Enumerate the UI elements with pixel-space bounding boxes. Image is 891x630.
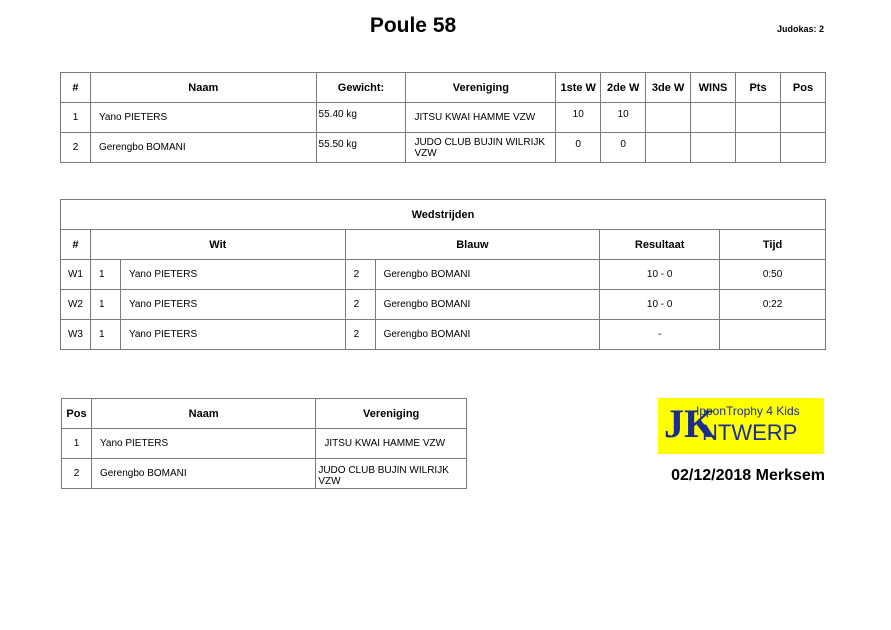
cell: Gerengbo BOMANI [375,290,600,320]
cell: Yano PIETERS [120,260,345,290]
col-header: Tijd [720,230,826,260]
matches-title: Wedstrijden [61,200,826,230]
cell [646,103,691,133]
cell: 0:22 [720,290,826,320]
table-row [62,459,467,489]
matches-header-row [61,230,826,260]
cell [691,133,736,163]
table-row [61,290,826,320]
cell: JUDO CLUB BUJIN WILRIJK VZW [316,459,467,489]
col-header: 3de W [646,73,691,103]
cell: 1 [90,260,120,290]
cell: W1 [61,260,91,290]
col-header: Naam [91,399,315,429]
col-header: Vereniging [316,399,467,429]
cell: 2 [345,260,375,290]
cell: Gerengbo BOMANI [90,133,316,163]
ranking-table [61,398,467,489]
cell: JUDO CLUB BUJIN WILRIJK VZW [406,133,556,163]
cell: 0:50 [720,260,826,290]
participants-table [60,72,826,163]
cell: - [600,320,720,350]
cell [736,133,781,163]
cell: 10 - 0 [600,260,720,290]
cell: Gerengbo BOMANI [375,260,600,290]
cell: Yano PIETERS [91,429,315,459]
col-header: WINS [691,73,736,103]
cell: 2 [61,133,91,163]
cell: Yano PIETERS [120,320,345,350]
cell: 2 [345,320,375,350]
table-row [61,260,826,290]
page-title: Poule 58 [369,14,457,37]
cell: JITSU KWAI HAMME VZW [316,429,467,459]
col-header: Blauw [345,230,600,260]
ranking-header-row [62,399,467,429]
cell: Yano PIETERS [90,103,316,133]
col-header: Pos [62,399,92,429]
logo-line1: IpponTrophy 4 Kids [696,404,800,418]
logo-line2: NTWERP [702,420,798,445]
cell: 2 [62,459,92,489]
cell: 10 - 0 [600,290,720,320]
table-row [61,320,826,350]
col-header: Wit [90,230,345,260]
cell: 1 [61,103,91,133]
col-header: 2de W [601,73,646,103]
cell: 1 [62,429,92,459]
cell [691,103,736,133]
cell [736,103,781,133]
cell: 55.40 kg [316,103,406,133]
table-row [62,429,467,459]
col-header: # [61,230,91,260]
cell: 10 [556,103,601,133]
col-header: # [61,73,91,103]
cell [780,133,825,163]
cell: 2 [345,290,375,320]
judokas-count: Judokas: 2 [776,24,824,34]
table-row [61,103,826,133]
col-header: Resultaat [600,230,720,260]
cell [780,103,825,133]
table-row [61,133,826,163]
matches-title-row [61,200,826,230]
cell: 55.50 kg [316,133,406,163]
cell: Gerengbo BOMANI [375,320,600,350]
cell: Yano PIETERS [120,290,345,320]
cell: 0 [556,133,601,163]
cell [720,320,826,350]
cell [646,133,691,163]
col-header: Naam [90,73,316,103]
col-header: Vereniging [406,73,556,103]
cell: 1 [90,320,120,350]
col-header: Gewicht: [316,73,406,103]
ippontrophy-logo [658,398,824,454]
cell: W3 [61,320,91,350]
cell: 0 [601,133,646,163]
cell: 10 [601,103,646,133]
cell: 1 [90,290,120,320]
cell: W2 [61,290,91,320]
cell: JITSU KWAI HAMME VZW [406,103,556,133]
cell: Gerengbo BOMANI [91,459,315,489]
col-header: Pts [736,73,781,103]
footer-date-location: 02/12/2018 Merksem [671,467,825,484]
col-header: Pos [780,73,825,103]
col-header: 1ste W [556,73,601,103]
matches-table [60,199,826,350]
logo-jk-mark-icon: JK [664,401,716,446]
participants-header-row [61,73,826,103]
